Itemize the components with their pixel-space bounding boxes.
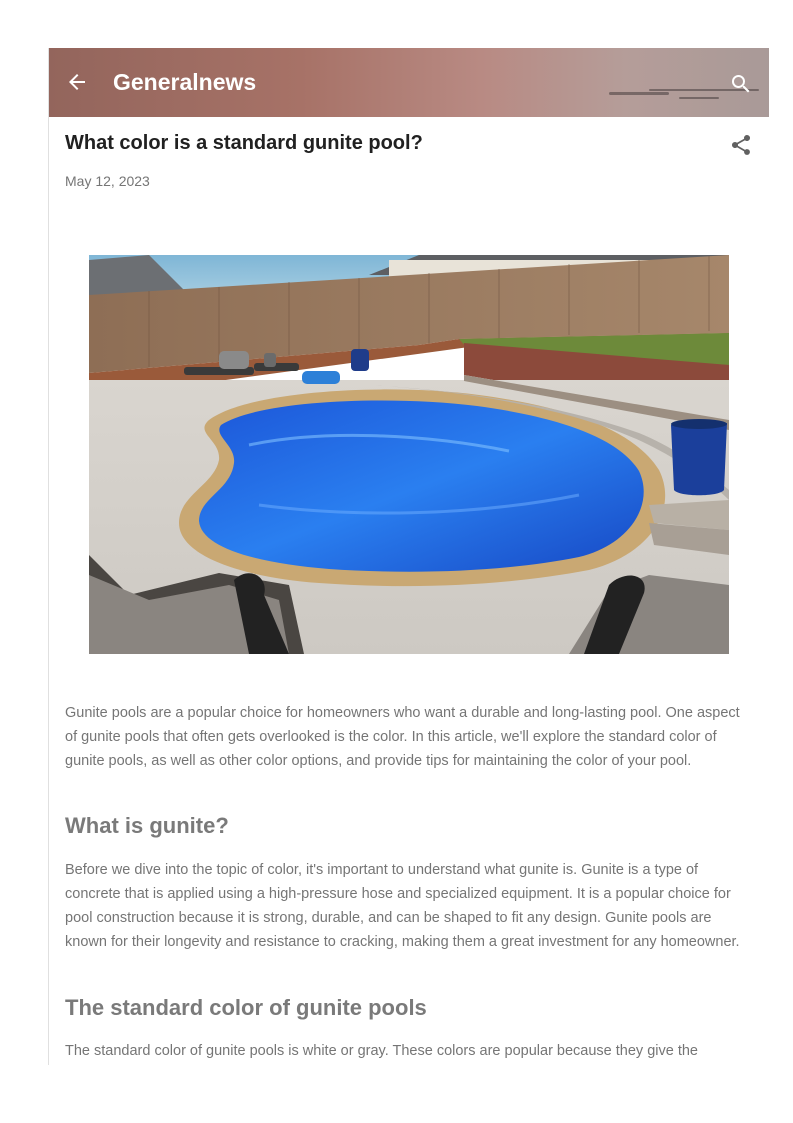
post-date: May 12, 2023: [65, 173, 150, 189]
arrow-left-icon[interactable]: [65, 70, 89, 94]
pool-image: [89, 255, 729, 654]
blog-header: [49, 48, 769, 117]
share-icon[interactable]: [729, 133, 753, 157]
header-decoration: [609, 92, 669, 95]
search-icon[interactable]: [729, 72, 753, 96]
post-card: [48, 48, 769, 1065]
standard-color-paragraph: The standard color of gunite pools is white or gray. These colors are popular because they give the: [65, 1043, 698, 1059]
blog-title[interactable]: Generalnews: [113, 69, 257, 95]
heading-what-is-gunite: What is gunite?: [65, 813, 229, 838]
post-title: What color is a standard gunite pool?: [65, 132, 423, 154]
heading-standard-color: The standard color of gunite pools: [65, 995, 427, 1020]
intro-paragraph: Gunite pools are a popular choice for homeowners who want a durable and long-lasting pool. One aspect of gunite pools that often gets overlooked is the color. In this article, we'll explore the standard color of gunite pools, as well as other color options, and provide tips for maintaining the color of your pool.: [65, 705, 740, 769]
what-is-gunite-paragraph: Before we dive into the topic of color, it's important to understand what gunite is. Gunite is a type of concrete that is applied using a high-pressure hose and specialized equipment. It is a popular choice for pool construction because it is strong, durable, and can be shaped to fit any design. Gunite pools are known for their longevity and resistance to cracking, making them a great investment for any homeowner.: [65, 862, 740, 950]
header-decoration: [679, 97, 719, 99]
